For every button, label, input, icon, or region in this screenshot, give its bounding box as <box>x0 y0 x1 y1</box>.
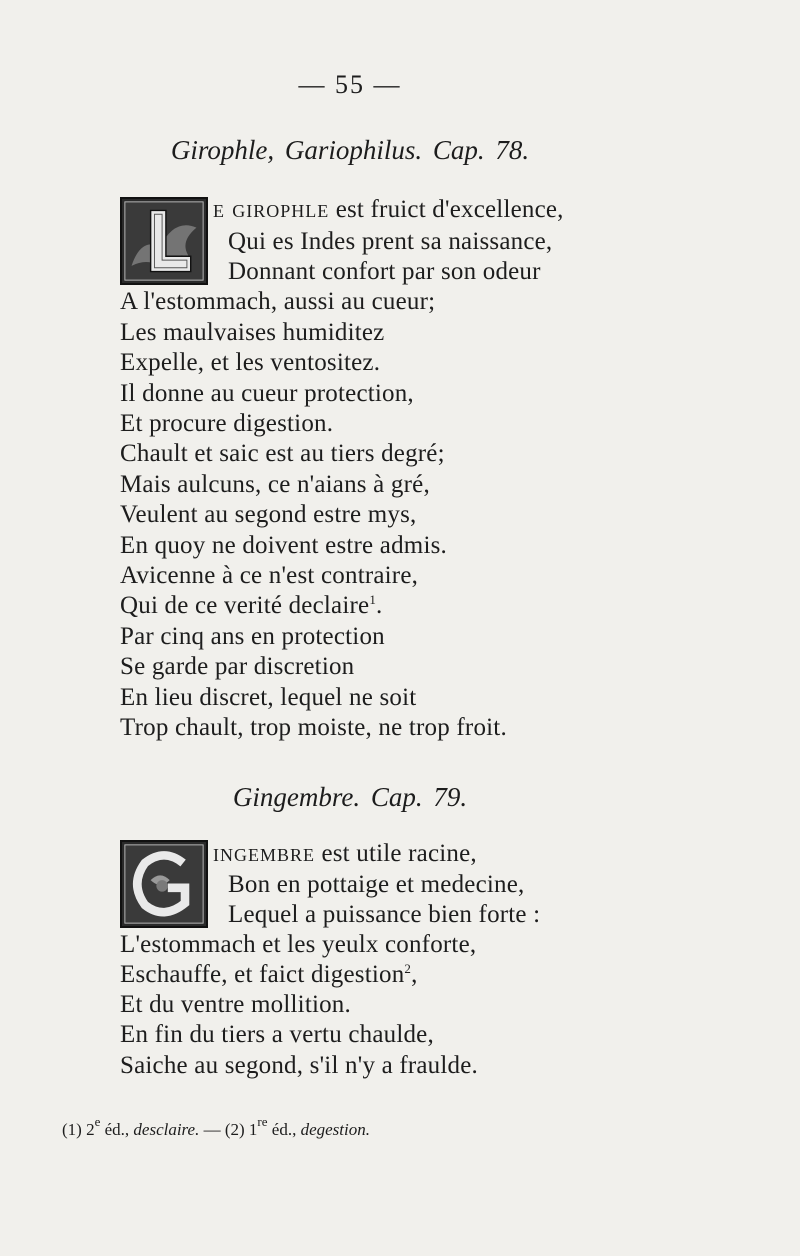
footnote-separator: — <box>199 1120 225 1139</box>
chapter-title-78: Girophle, Gariophilus. Cap. 78. <box>170 135 530 165</box>
ornamental-initial-g-icon <box>120 840 208 928</box>
verse-line: L'estommach et les yeulx conforte, <box>120 931 477 958</box>
verse-text: Eschauffe, et faict digestion <box>120 961 405 988</box>
footnote-1-sup: e <box>94 1114 101 1129</box>
verse-line: En fin du tiers a vertu chaulde, <box>120 1021 434 1048</box>
verse-line: Il donne au cueur protection, <box>120 380 414 407</box>
verse-line: Mais aulcuns, ce n'aians à gré, <box>120 471 430 498</box>
chapter-title-79: Gingembre. Cap. 79. <box>232 782 468 812</box>
verse-line: Qui es Indes prent sa naissance, <box>228 228 553 255</box>
verse-line: En lieu discret, lequel ne soit <box>120 684 417 711</box>
verse-line: Bon en pottaige et medecine, <box>228 871 525 898</box>
page-number: — 55 — <box>298 70 402 99</box>
first-line-rest: est fruict d'excellence, <box>329 196 564 223</box>
verse-line: Se garde par discretion <box>120 653 355 680</box>
footnote-2-number: (2) 1 <box>224 1120 258 1139</box>
verse-line: Les maulvaises humiditez <box>120 319 385 346</box>
verse-line: A l'estommach, aussi au cueur; <box>120 288 436 315</box>
footnote-1-ed: éd., <box>100 1120 134 1139</box>
footnote-2-word: degestion. <box>300 1120 370 1139</box>
verse-line: Veulent au segond estre mys, <box>120 501 417 528</box>
first-word-smallcaps: ingembre <box>213 840 315 867</box>
footnote-1-word: desclaire. <box>133 1120 200 1139</box>
footnote-mark: 2 <box>404 961 412 976</box>
verse-line: En quoy ne doivent estre admis. <box>120 532 447 559</box>
verse-line: Trop chault, trop moiste, ne trop froit. <box>120 714 507 741</box>
verse-line: Qui de ce verité declaire$^1$. <box>120 592 383 619</box>
verse-line: Et du ventre mollition. <box>120 991 351 1018</box>
verse-line: Chault et saic est au tiers degré; <box>120 440 445 467</box>
verse-text: Qui de ce verité declaire <box>120 592 370 619</box>
footnote-mark: 1 <box>369 592 377 607</box>
first-line-rest: est utile racine, <box>315 840 477 867</box>
ornamental-initial-l-icon <box>120 197 208 285</box>
footnotes <box>62 1114 370 1140</box>
verse-line <box>213 840 477 868</box>
footnote-1-number: (1) 2 <box>62 1120 95 1139</box>
verse-line: Et procure digestion. <box>120 410 334 437</box>
verse-line: Donnant confort par son odeur <box>228 258 541 285</box>
verse-line <box>213 196 564 224</box>
verse-line: Lequel a puissance bien forte : <box>228 901 541 928</box>
verse-line: Eschauffe, et faict digestion$^2$, <box>120 961 418 988</box>
verse-line: Expelle, et les ventositez. <box>120 349 381 376</box>
first-word-smallcaps: e girophle <box>213 196 330 223</box>
verse-line: Saiche au segond, s'il n'y a fraulde. <box>120 1052 478 1079</box>
footnote-2-sup: re <box>257 1114 268 1129</box>
footnote-2-ed: éd., <box>267 1120 301 1139</box>
verse-line: Avicenne à ce n'est contraire, <box>120 562 419 589</box>
verse-line: Par cinq ans en protection <box>120 623 385 650</box>
